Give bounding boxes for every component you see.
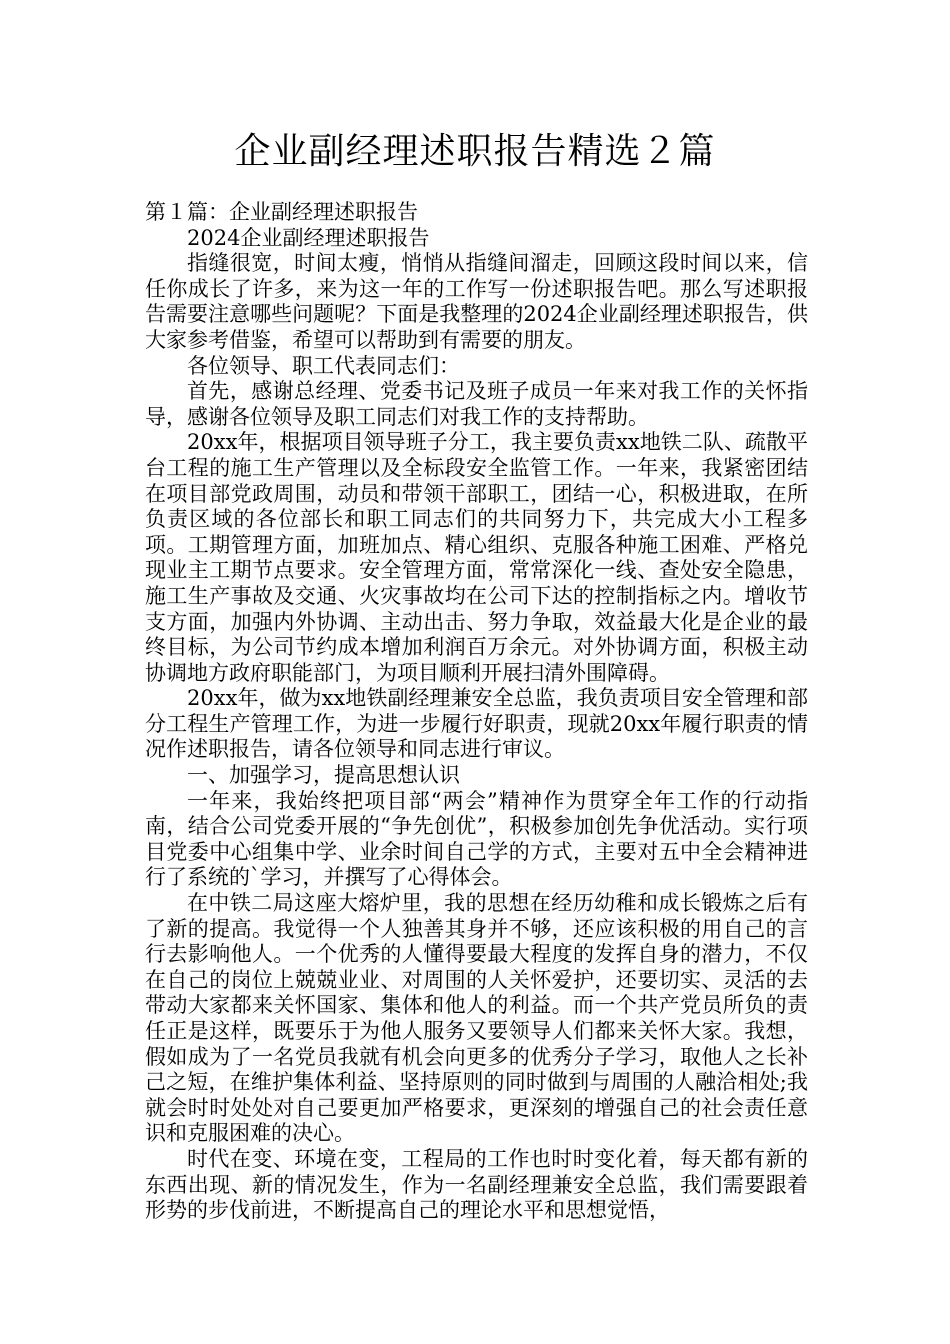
section-heading: 一、加强学习，提高思想认识 [187,763,460,788]
document-title: 企业副经理述职报告精选２篇 [234,131,716,172]
paragraph: 一年来，我始终把项目部“两会”精神作为贯穿全年工作的行动指南，结合公司党委开展的“争先创优”，积极参加创先争优活动。实行项目党委中心组集中学、业余时间自己学的方式，主要对五中全会精神进行了系统的`学习，并撰写了心得体会。 [145,788,808,890]
paragraph: 20xx年，做为xx地铁副经理兼安全总监，我负责项目安全管理和部分工程生产管理工作，为进一步履行好职责，现就20xx年履行职责的情况作述职报告，请各位领导和同志进行审议。 [145,686,808,762]
document-body [145,200,808,1224]
paragraph-salutation: 各位领导、职工代表同志们： [187,353,460,378]
paragraph: 指缝很宽，时间太瘦，悄悄从指缝间溜走，回顾这段时间以来，信任你成长了许多，来为这一年的工作写一份述职报告吧。那么写述职报告需要注意哪些问题呢？下面是我整理的2024企业副经理述职报告，供大家参考借鉴，希望可以帮助到有需要的朋友。 [145,251,808,352]
paragraph: 20xx年，根据项目领导班子分工，我主要负责xx地铁二队、疏散平台工程的施工生产管理以及全标段安全监管工作。一年来，我紧密团结在项目部党政周围，动员和带领干部职工，团结一心，积极进取，在所负责区域的各位部长和职工同志们的共同努力下，共完成大小工程多项。工期管理方面，加班加点、精心组织、克服各种施工困难、严格兑现业主工期节点要求。安全管理方面，常常深化一线、查处安全隐患，施工生产事故及交通、火灾事故均在公司下达的控制指标之内。增收节支方面，加强内外协调、主动出击、努力争取，效益最大化是企业的最终目标，为公司节约成本增加利润百万余元。对外协调方面，积极主动协调地方政府职能部门，为项目顺利开展扫清外围障碍。 [145,430,808,685]
paragraph: 时代在变、环境在变，工程局的工作也时时变化着，每天都有新的东西出现、新的情况发生，作为一名副经理兼安全总监，我们需要跟着形势的步伐前进，不断提高自己的理论水平和思想觉悟， [145,1146,808,1223]
paragraph-heading: 第１篇：企业副经理述职报告 [145,200,418,224]
paragraph: 在中铁二局这座大熔炉里，我的思想在经历幼稚和成长锻炼之后有了新的提高。我觉得一个人独善其身并不够，还应该积极的用自己的言行去影响他人。一个优秀的人懂得要最大程度的发挥自身的潜力，不仅在自己的岗位上兢兢业业、对周围的人关怀爱护，还要切实、灵活的去带动大家都来关怀国家、集体和他人的利益。而一个共产党员所负的责任正是这样，既要乐于为他人服务又要领导人们都来关怀大家。我想，假如成为了一名党员我就有机会向更多的优秀分子学习，取他人之长补己之短，在维护集体利益、坚持原则的同时做到与周围的人融洽相处;我就会时时处处对自己要更加严格要求，更深刻的增强自己的社会责任意识和克服困难的决心。 [145,891,808,1146]
paragraph-subtitle: 2024企业副经理述职报告 [187,225,430,250]
paragraph: 首先，感谢总经理、党委书记及班子成员一年来对我工作的关怀指导，感谢各位领导及职工同志们对我工作的支持帮助。 [145,379,808,429]
